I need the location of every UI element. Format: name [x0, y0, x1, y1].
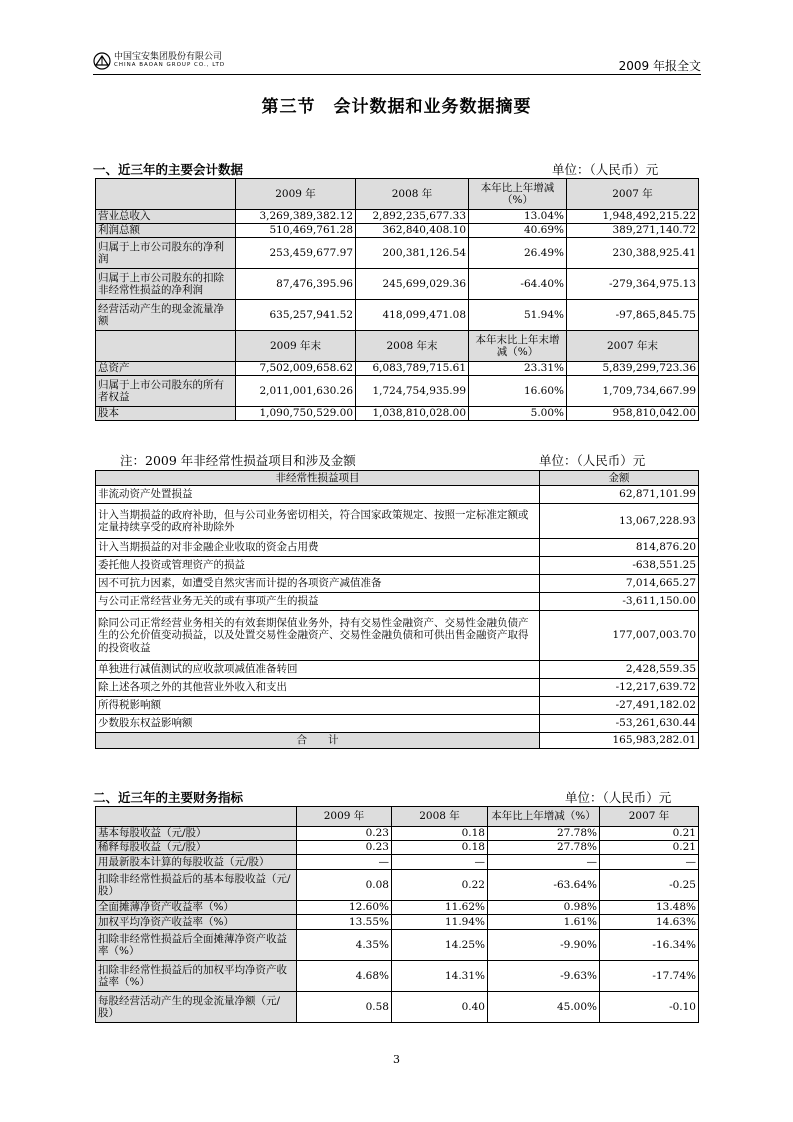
table-row	[96, 238, 699, 269]
cell-value: 0.21	[600, 827, 699, 841]
cell-value: 13.48%	[600, 901, 699, 915]
cell-value: -0.25	[600, 870, 699, 901]
cell-value: 0.23	[297, 841, 392, 855]
cell-value: -9.90%	[488, 930, 600, 961]
cell-value: 0.18	[392, 827, 488, 841]
cell-value: -17.74%	[600, 961, 699, 992]
page-header	[93, 50, 701, 75]
cell-value: 87,476,395.96	[236, 269, 356, 300]
row-label: 计入当期损益的对非金融企业收取的资金占用费	[96, 539, 540, 557]
row-label: 单独进行减值测试的应收款项减值准备转回	[96, 661, 540, 679]
cell-value: 418,099,471.08	[356, 300, 469, 331]
cell-value: 27.78%	[488, 827, 600, 841]
table-row	[96, 269, 699, 300]
cell-value: -97,865,845.75	[567, 300, 699, 331]
cell-value: 2009 年	[236, 179, 356, 210]
cell-value: -27,491,182.02	[540, 697, 699, 715]
cell-value: -0.10	[600, 992, 699, 1023]
cell-value: -63.64%	[488, 870, 600, 901]
table-row	[96, 407, 699, 421]
row-label: 委托他人投资或管理资产的损益	[96, 557, 540, 575]
cell-value: -16.34%	[600, 930, 699, 961]
row-label: 稀释每股收益（元/股）	[96, 841, 297, 855]
financial-indicators-table	[95, 806, 699, 1023]
table-row	[96, 841, 699, 855]
cell-value: 26.49%	[469, 238, 567, 269]
table-row	[96, 961, 699, 992]
total-value: 165,983,282.01	[540, 733, 699, 749]
cell-value: 14.25%	[392, 930, 488, 961]
table-row	[96, 504, 699, 539]
cell-value: 2007 年	[567, 179, 699, 210]
cell-value: -9.63%	[488, 961, 600, 992]
cell-value: —	[488, 855, 600, 870]
cell-value: 177,007,003.70	[540, 611, 699, 661]
company-logo	[93, 52, 225, 70]
table-row	[96, 611, 699, 661]
total-label: 合 计	[96, 733, 540, 749]
cell-value: 958,810,042.00	[567, 407, 699, 421]
cell-value: 389,271,140.72	[567, 224, 699, 238]
table-row	[96, 224, 699, 238]
cell-value: 510,469,761.28	[236, 224, 356, 238]
table-row	[96, 992, 699, 1023]
row-label: 归属于上市公司股东的所有者权益	[96, 376, 236, 407]
row-label: 因不可抗力因素，如遭受自然灾害而计提的各项资产减值准备	[96, 575, 540, 593]
cell-value: 1,724,754,935.99	[356, 376, 469, 407]
accounting-data-table	[95, 178, 699, 421]
table-row	[96, 930, 699, 961]
row-label: 所得税影响额	[96, 697, 540, 715]
cell-value: 1.61%	[488, 915, 600, 930]
row-label: 归属于上市公司股东的净利润	[96, 238, 236, 269]
table-row	[96, 715, 699, 733]
cell-value: 3,269,389,382.12	[236, 210, 356, 224]
part2-unit: 单位：（人民币）元	[565, 790, 672, 805]
note-title: 注：2009 年非经常性损益项目和涉及金额	[120, 453, 356, 468]
cell-value: 51.94%	[469, 300, 567, 331]
table-header-row	[96, 471, 699, 486]
cell-value: -3,611,150.00	[540, 593, 699, 611]
table-row	[96, 855, 699, 870]
cell-value: 200,381,126.54	[356, 238, 469, 269]
non-recurring-table	[95, 470, 699, 749]
row-label: 加权平均净资产收益率（%）	[96, 915, 297, 930]
row-label: 扣除非经常性损益后的基本每股收益（元/股）	[96, 870, 297, 901]
cell-value: 0.08	[297, 870, 392, 901]
cell-value: 5.00%	[469, 407, 567, 421]
row-label: 非经常性损益项目	[96, 471, 540, 486]
cell-value: -64.40%	[469, 269, 567, 300]
cell-value: 2,428,559.35	[540, 661, 699, 679]
table-row	[96, 661, 699, 679]
table-row	[96, 915, 699, 930]
part1-unit: 单位：（人民币）元	[552, 162, 659, 177]
row-label: 少数股东权益影响额	[96, 715, 540, 733]
cell-value: 13.04%	[469, 210, 567, 224]
cell-value: 2009 年	[297, 807, 392, 827]
row-label: 与公司正常经营业务无关的或有事项产生的损益	[96, 593, 540, 611]
section-title: 第三节 会计数据和业务数据摘要	[261, 97, 532, 117]
cell-value: 本年比上年增减（%）	[488, 807, 600, 827]
row-label: 非流动资产处置损益	[96, 486, 540, 504]
part2-title: 二、近三年的主要财务指标	[93, 790, 244, 805]
table-row	[96, 539, 699, 557]
cell-value: 11.94%	[392, 915, 488, 930]
cell-value: 0.23	[297, 827, 392, 841]
table-total-row	[96, 733, 699, 749]
cell-value: —	[600, 855, 699, 870]
cell-value: 635,257,941.52	[236, 300, 356, 331]
cell-value: —	[297, 855, 392, 870]
cell-value: -53,261,630.44	[540, 715, 699, 733]
cell-value: 14.63%	[600, 915, 699, 930]
cell-value: —	[392, 855, 488, 870]
logo-en-text: CHINA BAOAN GROUP CO., LTD	[114, 62, 226, 69]
row-label: 扣除非经常性损益后全面摊薄净资产收益率（%）	[96, 930, 297, 961]
cell-value: 2007 年	[600, 807, 699, 827]
row-label: 基本每股收益（元/股）	[96, 827, 297, 841]
cell-value: 2009 年末	[236, 331, 356, 362]
cell-value: 362,840,408.10	[356, 224, 469, 238]
cell-value: 7,502,009,658.62	[236, 362, 356, 376]
row-label: 除同公司正常经营业务相关的有效套期保值业务外，持有交易性金融资产、交易性金融负债产生的公允价值变动损益，以及处置交易性金融资产、交易性金融负债和可供出售金融资产取得的投资收益	[96, 611, 540, 661]
row-label: 营业总收入	[96, 210, 236, 224]
table-row	[96, 486, 699, 504]
cell-value: 40.69%	[469, 224, 567, 238]
cell-value: 245,699,029.36	[356, 269, 469, 300]
cell-value: 0.40	[392, 992, 488, 1023]
cell-value: 本年比上年增减（%）	[469, 179, 567, 210]
cell-value: 0.22	[392, 870, 488, 901]
row-label: 除上述各项之外的其他营业外收入和支出	[96, 679, 540, 697]
cell-value: 45.00%	[488, 992, 600, 1023]
table-row	[96, 679, 699, 697]
cell-value: 16.60%	[469, 376, 567, 407]
logo-cn-text: 中国宝安集团股份有限公司	[114, 52, 223, 63]
cell-value: 1,038,810,028.00	[356, 407, 469, 421]
cell-value: 4.35%	[297, 930, 392, 961]
table-row	[96, 362, 699, 376]
row-label: 经营活动产生的现金流量净额	[96, 300, 236, 331]
row-label: 每股经营活动产生的现金流量净额（元/股）	[96, 992, 297, 1023]
cell-value: 23.31%	[469, 362, 567, 376]
table-row	[96, 827, 699, 841]
cell-value: 2008 年	[356, 179, 469, 210]
table-row	[96, 575, 699, 593]
cell-value: 金额	[540, 471, 699, 486]
cell-value: -279,364,975.13	[567, 269, 699, 300]
cell-value: 1,090,750,529.00	[236, 407, 356, 421]
cell-value: 0.98%	[488, 901, 600, 915]
cell-value: 253,459,677.97	[236, 238, 356, 269]
table-row	[96, 376, 699, 407]
cell-value: -12,217,639.72	[540, 679, 699, 697]
table-row	[96, 870, 699, 901]
row-label: 总资产	[96, 362, 236, 376]
cell-value: 1,709,734,667.99	[567, 376, 699, 407]
cell-value: 0.18	[392, 841, 488, 855]
row-label: 股本	[96, 407, 236, 421]
cell-value: 5,839,299,723.36	[567, 362, 699, 376]
row-label: 扣除非经常性损益后的加权平均净资产收益率（%）	[96, 961, 297, 992]
row-label	[96, 179, 236, 210]
cell-value: 6,083,789,715.61	[356, 362, 469, 376]
cell-value: 14.31%	[392, 961, 488, 992]
table-header-row	[96, 179, 699, 210]
row-label: 利润总额	[96, 224, 236, 238]
cell-value: 2007 年末	[567, 331, 699, 362]
cell-value: 2,892,235,677.33	[356, 210, 469, 224]
table-row	[96, 557, 699, 575]
row-label: 用最新股本计算的每股收益（元/股）	[96, 855, 297, 870]
cell-value: -638,551.25	[540, 557, 699, 575]
part1-title: 一、近三年的主要会计数据	[93, 162, 244, 177]
table-header-row	[96, 331, 699, 362]
cell-value: 27.78%	[488, 841, 600, 855]
row-label: 全面摊薄净资产收益率（%）	[96, 901, 297, 915]
logo-icon	[93, 52, 111, 70]
cell-value: 814,876.20	[540, 539, 699, 557]
cell-value: 4.68%	[297, 961, 392, 992]
table-header-row	[96, 807, 699, 827]
cell-value: 11.62%	[392, 901, 488, 915]
row-label	[96, 331, 236, 362]
cell-value: 2,011,001,630.26	[236, 376, 356, 407]
cell-value: 0.21	[600, 841, 699, 855]
table-row	[96, 593, 699, 611]
row-label	[96, 807, 297, 827]
table-row	[96, 210, 699, 224]
cell-value: 1,948,492,215.22	[567, 210, 699, 224]
row-label: 计入当期损益的政府补助，但与公司业务密切相关，符合国家政策规定、按照一定标准定额或定量持续享受的政府补助除外	[96, 504, 540, 539]
cell-value: 2008 年	[392, 807, 488, 827]
report-label: 2009 年报全文	[618, 59, 701, 73]
cell-value: 2008 年末	[356, 331, 469, 362]
cell-value: 0.58	[297, 992, 392, 1023]
cell-value: 7,014,665.27	[540, 575, 699, 593]
cell-value: 12.60%	[297, 901, 392, 915]
cell-value: 230,388,925.41	[567, 238, 699, 269]
cell-value: 62,871,101.99	[540, 486, 699, 504]
table-row	[96, 697, 699, 715]
table-row	[96, 300, 699, 331]
row-label: 归属于上市公司股东的扣除非经常性损益的净利润	[96, 269, 236, 300]
note-unit: 单位：（人民币）元	[539, 453, 646, 468]
page-number: 3	[393, 1053, 400, 1066]
table-row	[96, 901, 699, 915]
cell-value: 本年末比上年末增减（%）	[469, 331, 567, 362]
cell-value: 13,067,228.93	[540, 504, 699, 539]
cell-value: 13.55%	[297, 915, 392, 930]
